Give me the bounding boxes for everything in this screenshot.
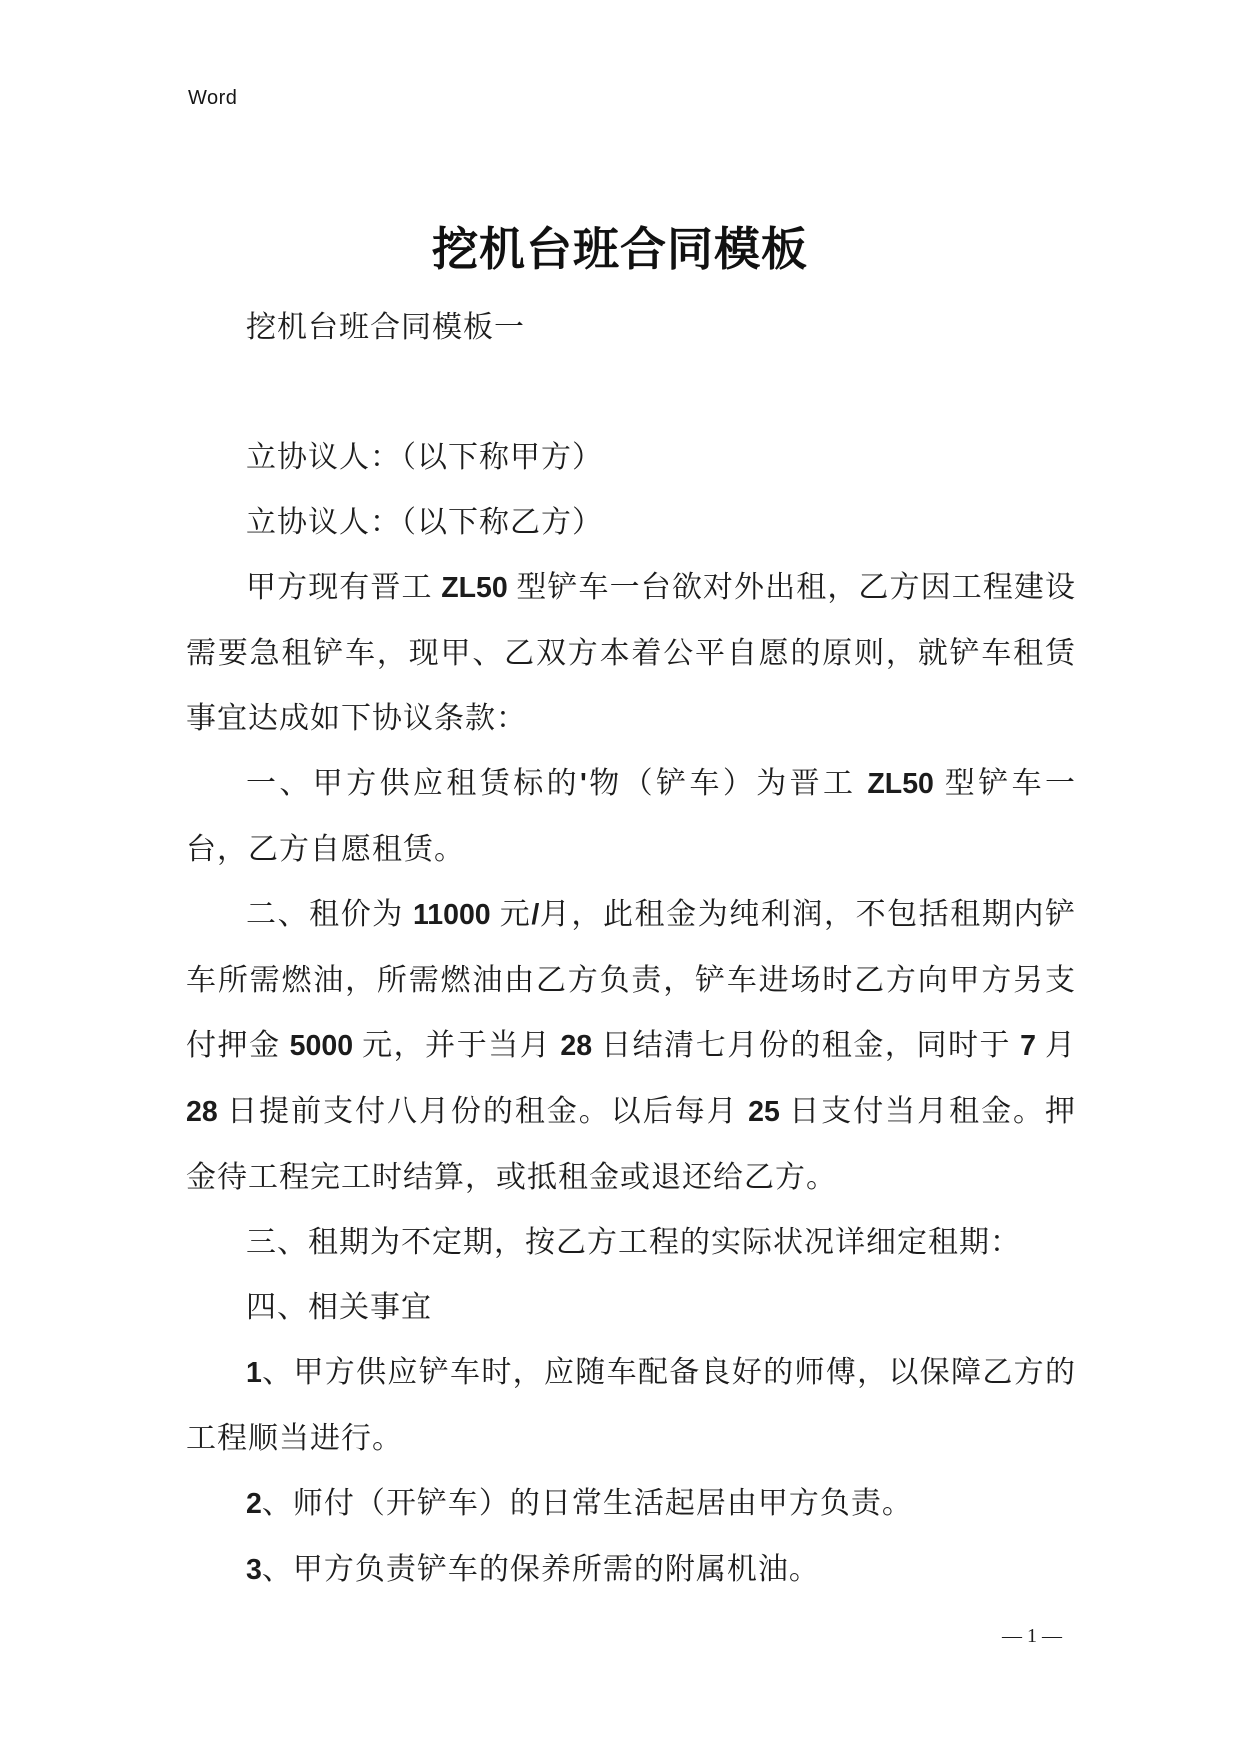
- paragraph: 立协议人：（以下称甲方）: [246, 441, 603, 474]
- paragraph: 3、甲方负责铲车的保养所需的附属机油。: [246, 1553, 820, 1586]
- page-number: — 1 —: [1002, 1625, 1062, 1647]
- paragraph: 立协议人：（以下称乙方）: [246, 506, 603, 539]
- latin-text: 1: [246, 1357, 262, 1389]
- latin-text: ZL50: [441, 572, 508, 604]
- latin-text: 7: [1020, 1030, 1036, 1062]
- latin-text: 3: [246, 1554, 262, 1586]
- latin-text: 28: [560, 1030, 593, 1062]
- latin-text: 11000: [412, 899, 491, 931]
- paragraph: 挖机台班合同模板一: [246, 311, 525, 344]
- paragraph: 二、租价为 11000 元/月，此租金为纯利润，不包括租期内铲车所需燃油，所需燃油由乙方负责，铲车进场时乙方向甲方另支付押金 5000 元，并于当月 28 日结清七月份的租金，同时于 7 月 28 日提前支付八月份的租金。以后每月 25 日支付当月租金。押金待工程完工时结算，或抵租金或退还给乙方。: [186, 898, 1077, 1194]
- latin-text: 28: [186, 1096, 218, 1128]
- paragraph: 1、甲方供应铲车时，应随车配备良好的师傅，以保障乙方的工程顺当进行。: [186, 1356, 1076, 1455]
- latin-text: /: [531, 899, 540, 931]
- paragraph: 三、租期为不定期，按乙方工程的实际状况详细定租期：: [246, 1226, 1021, 1259]
- paragraph: 四、相关事宜: [246, 1291, 432, 1324]
- paragraph: 2、师付（开铲车）的日常生活起居由甲方负责。: [246, 1487, 913, 1520]
- latin-text: ZL50: [867, 768, 934, 800]
- word-app-label: Word: [188, 87, 238, 109]
- latin-text: 2: [246, 1488, 262, 1520]
- document-body: [186, 295, 1076, 1603]
- latin-text: 5000: [289, 1030, 354, 1062]
- latin-text: 25: [748, 1096, 780, 1128]
- paragraph: 一、甲方供应租赁标的'物（铲车）为晋工 ZL50 型铲车一台，乙方自愿租赁。: [186, 767, 1077, 866]
- document-title: 挖机台班合同模板: [432, 223, 808, 275]
- paragraph: 甲方现有晋工 ZL50 型铲车一台欲对外出租，乙方因工程建设需要急租铲车，现甲、乙双方本着公平自愿的原则，就铲车租赁事宜达成如下协议条款：: [186, 571, 1077, 735]
- latin-text: ': [580, 768, 587, 800]
